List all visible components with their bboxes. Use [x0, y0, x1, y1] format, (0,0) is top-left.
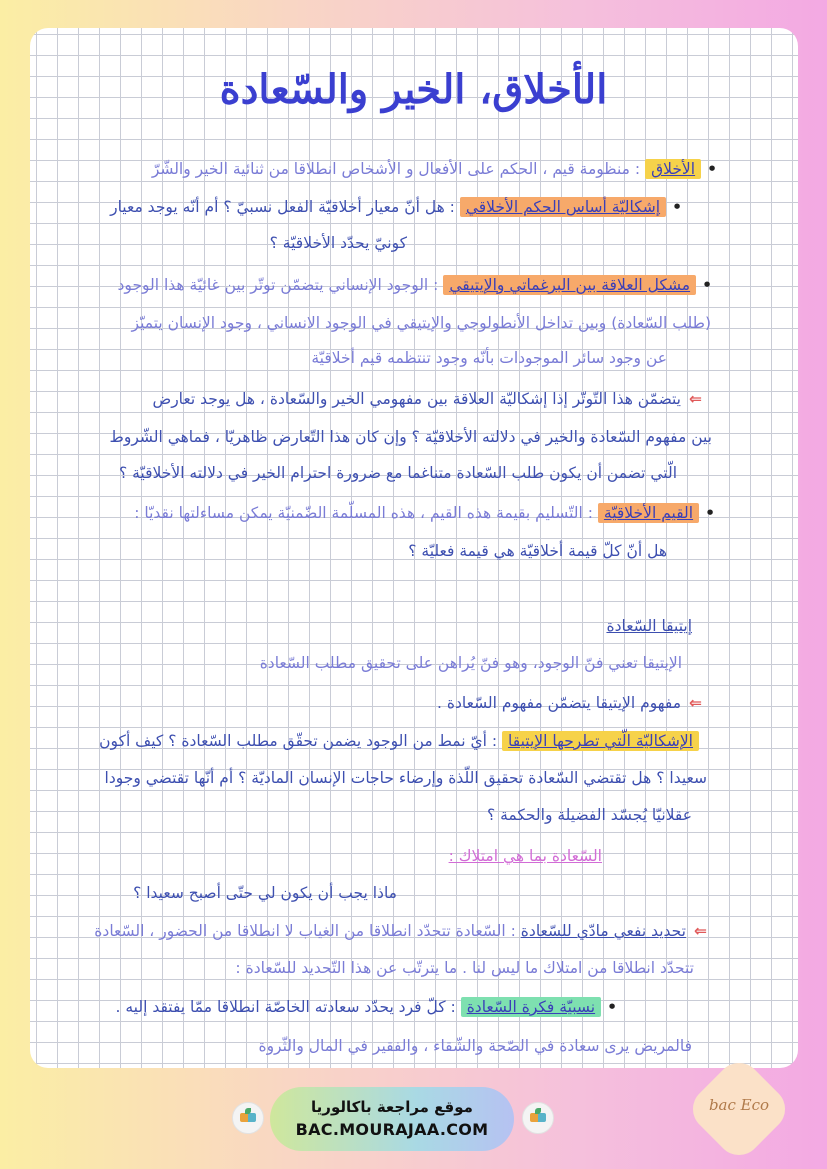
term-problem-basis: إشكاليّة أساس الحكم الأخلاقي	[460, 197, 666, 217]
text-line: عن وجود سائر الموجودات بأنّه وجود تنتظمه قيم أخلاقيّة	[311, 349, 667, 367]
text-line: تتحدّد انطلاقا من امتلاك ما ليس لنا . ما يترتّب عن هذا التّحديد للسّعادة :	[235, 959, 694, 977]
site-logo-icon	[522, 1102, 554, 1134]
problem-text: : هل أنّ معيار أخلاقيّة الفعل نسبيّ ؟ أم أنّه يوجد معيار	[110, 198, 455, 216]
term-relation: مشكل العلاقة بين البرغماتي والإيتيقي	[443, 275, 696, 295]
ethics-problem-text: : أيّ نمط من الوجود يضمن تحقّق مطلب السّعادة ؟ كيف أكون	[99, 732, 498, 750]
problem-line	[110, 194, 682, 220]
text-line: سعيدا ؟ هل تقتضي السّعادة تحقيق اللّذة وإرضاء حاجات الإنسان الماديّة ؟ أم أنّها تقتضي وجودا	[104, 769, 707, 787]
definition-text: : منظومة قيم ، الحكم على الأفعال و الأشخاص انطلاقا من ثنائية الخير والشّرّ	[151, 160, 641, 178]
page-title: الأخلاق، الخير والسّعادة	[219, 66, 608, 113]
site-banner[interactable]	[270, 1087, 514, 1151]
bullet-icon: •	[607, 998, 617, 1016]
arrow-icon: ⇐	[689, 390, 702, 408]
section-badge-label: bac Eco	[708, 1096, 770, 1114]
text-line: هل أنّ كلّ قيمة أخلاقيّة هي قيمة فعليّة ؟	[408, 542, 667, 560]
subheading-possession: السّعادة بما هي امتلاك :	[448, 847, 602, 865]
arrow-icon: ⇐	[694, 922, 707, 940]
relation-line	[118, 272, 712, 298]
site-url[interactable]: BAC.MOURAJAA.COM	[295, 1120, 489, 1139]
term-akhlaq: الأخلاق	[645, 159, 701, 179]
material-text: : السّعادة تتحدّد انطلاقا من الغياب لا انطلاقا من الحضور ، السّعادة	[94, 922, 516, 940]
relativity-text: : كلّ فرد يحدّد سعادته الخاصّة انطلاقا ممّا يفتقد إليه .	[115, 998, 456, 1016]
site-logo-icon	[232, 1102, 264, 1134]
bullet-icon: •	[702, 276, 712, 294]
text-line: عقلانيّا يُجسّد الفضيلة والحكمة ؟	[486, 806, 692, 824]
term-relativity: نسبيّة فكرة السّعادة	[461, 997, 601, 1017]
term-values: القيم الأخلاقيّة	[598, 503, 699, 523]
text-line: بين مفهوم السّعادة والخير في دلالته الأخلاقيّة ؟ وإن كان هذا التّعارض ظاهريّا ، فماهي الشّروط	[109, 428, 712, 446]
arrow-line	[152, 386, 702, 412]
relation-text: : الوجود الإنساني يتضمّن توتّر بين غائيّة هذا الوجود	[117, 276, 439, 294]
term-material: تحديد نفعي مادّي للسّعادة	[520, 922, 686, 940]
arrow-line	[437, 690, 702, 716]
term-ethics-problem: الإشكاليّة الّتي تطرحها الإيتيقا	[502, 731, 699, 751]
text-segment: مفهوم الإيتيقا يتضمّن مفهوم السّعادة .	[437, 694, 681, 712]
material-line	[94, 918, 707, 944]
ethics-problem-line	[99, 728, 699, 754]
bullet-icon: •	[707, 160, 717, 178]
text-line: كونيّ يحدّد الأخلاقيّة ؟	[269, 234, 407, 252]
bullet-icon: •	[672, 198, 682, 216]
site-name[interactable]: موقع مراجعة باكالوريا	[311, 1098, 473, 1116]
text-line: ماذا يجب أن يكون لي حتّى أصبح سعيدا ؟	[133, 884, 397, 902]
relativity-line	[116, 994, 617, 1020]
text-line: (طلب السّعادة) وبين تداخل الأنطولوجي والإيتيقي في الوجود الانساني ، وجود الإنسان يتميّز	[131, 314, 711, 332]
section-heading: إيتيقا السّعادة	[606, 617, 692, 635]
definition-line	[152, 156, 717, 182]
bullet-icon: •	[705, 504, 715, 522]
arrow-icon: ⇐	[689, 694, 702, 712]
text-segment: يتضمّن هذا التّوتّر إذا إشكاليّة العلاقة بين مفهومي الخير والسّعادة ، هل يوجد تعارض	[152, 390, 681, 408]
values-text: : التّسليم بقيمة هذه القيم ، هذه المسلّمة الضّمنيّة يمكن مساءلتها نقديّا :	[134, 504, 593, 522]
values-line	[134, 500, 715, 526]
text-line: الإيتيقا تعني فنّ الوجود، وهو فنّ يُراهن على تحقيق مطلب السّعادة	[259, 654, 682, 672]
text-line: فالمريض يرى سعادة في الصّحة والشّقاء ، والفقير في المال والثّروة	[258, 1037, 692, 1055]
text-line: الّتي تضمن أن يكون طلب السّعادة متناغما مع ضرورة احترام الخير في دلالته الأخلاقيّة ؟	[118, 464, 677, 482]
